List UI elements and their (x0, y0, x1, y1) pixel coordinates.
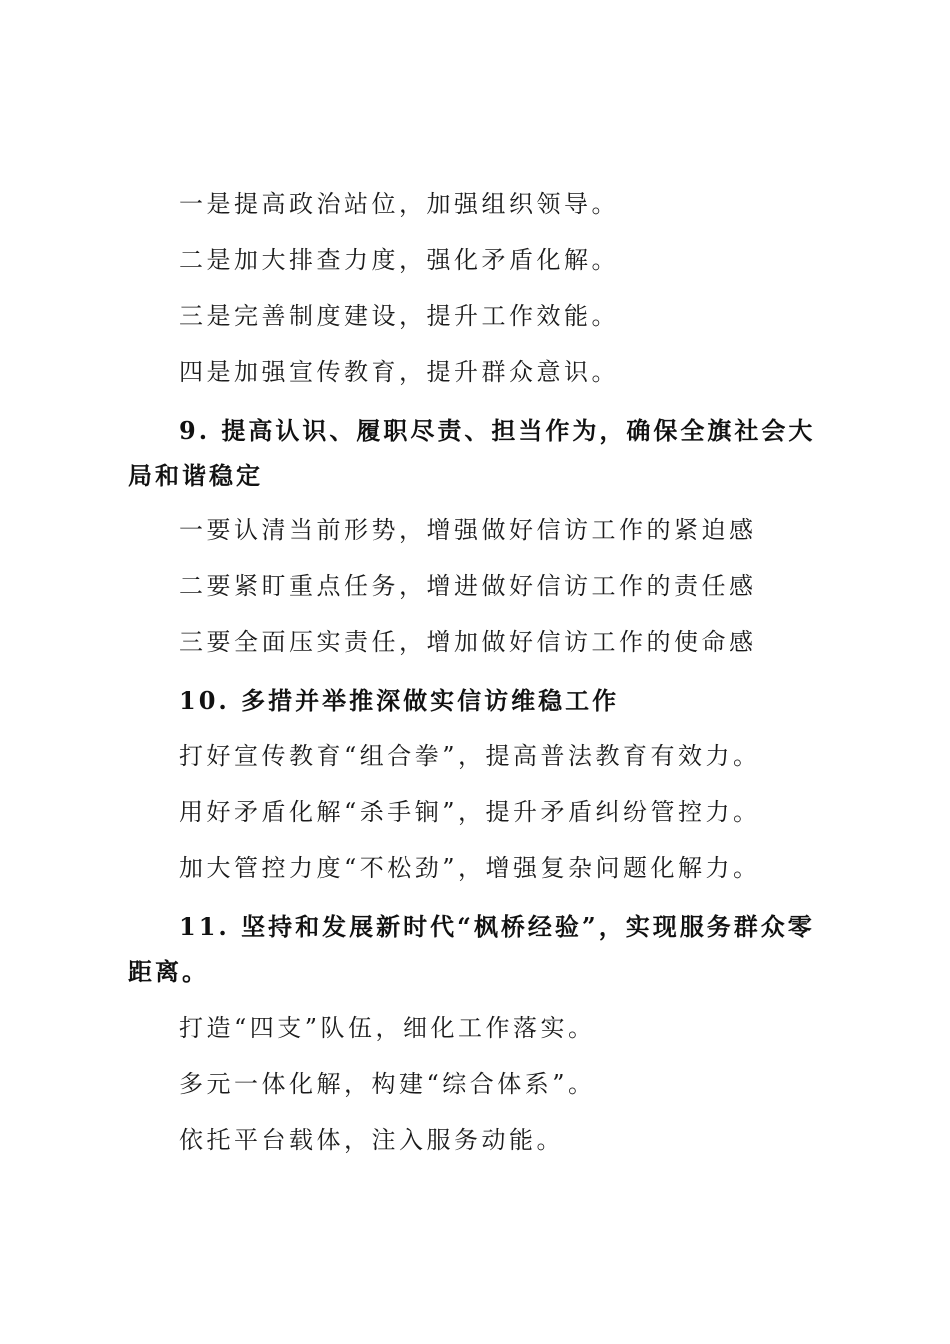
section9-heading: 9. 提高认识、履职尽责、担当作为，确保全旗社会大局和谐稳定 (128, 416, 816, 490)
section8-point-4: 四是加强宣传教育，提升群众意识。 (179, 358, 619, 386)
section11-point-2: 多元一体化解，构建“综合体系”。 (179, 1070, 596, 1098)
section10-point-2: 用好矛盾化解“杀手锏”，提升矛盾纠纷管控力。 (179, 798, 761, 826)
section8-point-1: 一是提高政治站位，加强组织领导。 (179, 190, 619, 218)
section9-point-2: 二要紧盯重点任务，增进做好信访工作的责任感 (179, 572, 757, 600)
section11-heading: 11. 坚持和发展新时代“枫桥经验”，实现服务群众零距离。 (128, 912, 815, 986)
section8-point-2: 二是加大排查力度，强化矛盾化解。 (179, 246, 619, 274)
section10-heading: 10. 多措并举推深做实信访维稳工作 (179, 686, 620, 715)
section9-point-1: 一要认清当前形势，增强做好信访工作的紧迫感 (179, 516, 757, 544)
section11-point-1: 打造“四支”队伍，细化工作落实。 (179, 1014, 596, 1042)
section9-point-3: 三要全面压实责任，增加做好信访工作的使命感 (179, 628, 757, 656)
section10-point-3: 加大管控力度“不松劲”，增强复杂问题化解力。 (179, 854, 761, 882)
section10-point-1: 打好宣传教育“组合拳”，提高普法教育有效力。 (179, 742, 761, 770)
section8-point-3: 三是完善制度建设，提升工作效能。 (179, 302, 619, 330)
section11-point-3: 依托平台载体，注入服务动能。 (179, 1126, 564, 1154)
